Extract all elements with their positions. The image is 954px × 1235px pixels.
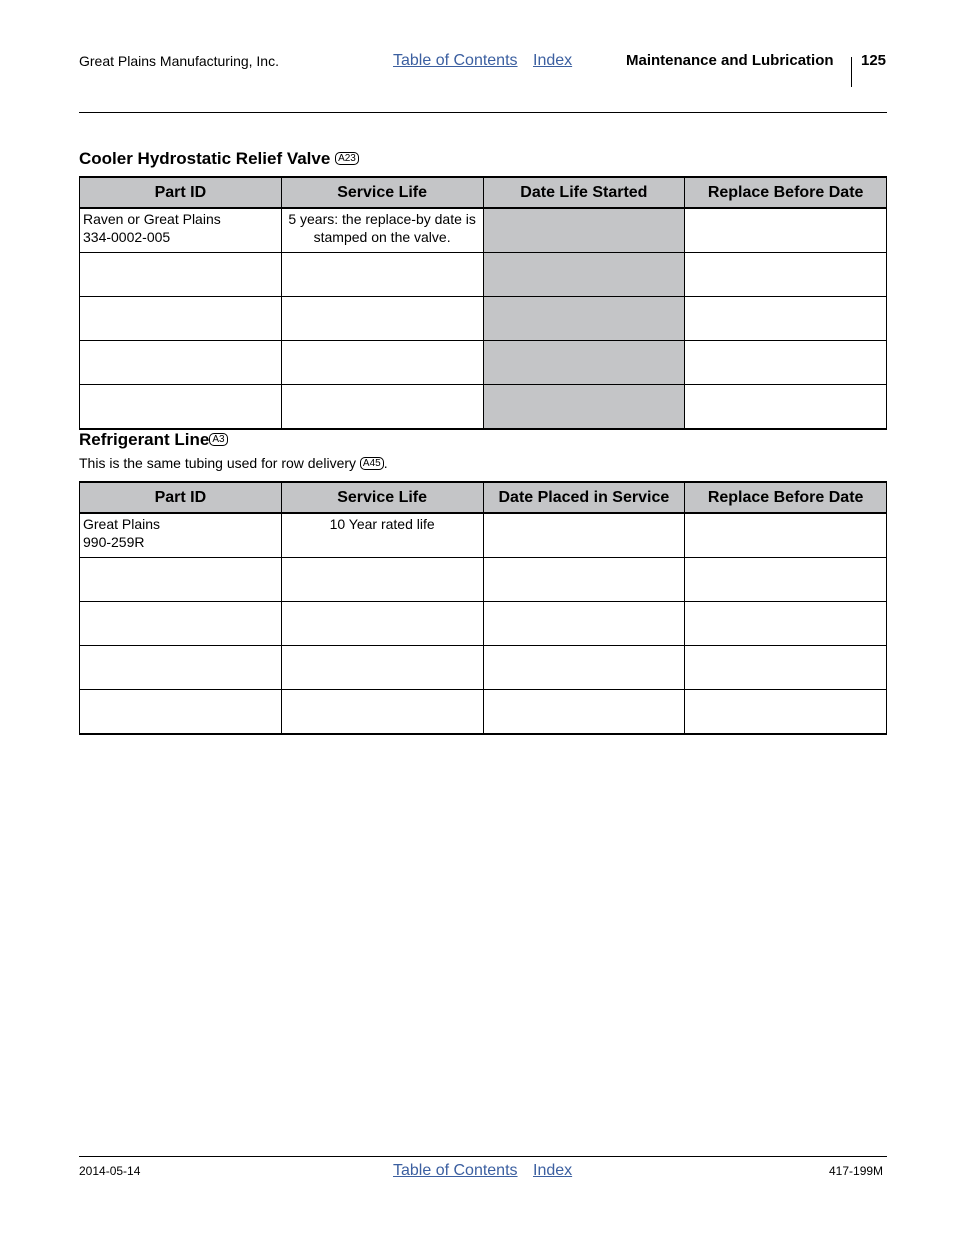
section1-title-text: Cooler Hydrostatic Relief Valve (79, 149, 331, 168)
replace-before-cell (685, 208, 887, 253)
section1-ref-tag: A23 (335, 152, 359, 165)
date-placed-cell (483, 602, 685, 646)
date-started-cell (483, 297, 685, 341)
description-ref-tag: A45 (360, 457, 384, 470)
table-row (80, 297, 887, 341)
section2-title-text: Refrigerant Line (79, 430, 210, 449)
service-life-cell (281, 602, 483, 646)
date-started-cell (483, 208, 685, 253)
date-started-cell (483, 253, 685, 297)
table-row (80, 341, 887, 385)
replace-before-cell (685, 513, 887, 558)
section2-ref-tag: A3 (209, 433, 227, 446)
column-header: Date Placed in Service (483, 482, 685, 513)
table-row (80, 690, 887, 735)
table-row (80, 208, 887, 253)
part-id-cell (80, 646, 282, 690)
service-life-cell (281, 253, 483, 297)
table-header-row (80, 482, 887, 513)
replace-before-cell (685, 341, 887, 385)
header-rule (79, 112, 887, 113)
replace-before-cell (685, 385, 887, 430)
service-life-cell (281, 558, 483, 602)
part-id-cell (80, 513, 282, 558)
replace-before-cell (685, 646, 887, 690)
footer-doc-number: 417-199M (829, 1164, 884, 1178)
page-number: 125 (861, 52, 887, 69)
footer-index-link[interactable]: Index (533, 1162, 573, 1179)
service-life-cell: 5 years: the replace-by date is stamped on the valve. (281, 208, 483, 253)
description-end: . (383, 455, 388, 471)
part-id-cell (80, 602, 282, 646)
service-life-cell (281, 690, 483, 735)
part-id-line: 990-259R (83, 534, 145, 550)
service-life-cell (281, 646, 483, 690)
date-placed-cell (483, 690, 685, 735)
part-id-cell (80, 690, 282, 735)
column-header: Date Life Started (483, 177, 685, 208)
section1-title (79, 149, 359, 169)
relief-valve-table (79, 176, 887, 430)
table-row (80, 602, 887, 646)
footer-date: 2014-05-14 (79, 1164, 141, 1178)
description-text: This is the same tubing used for row delivery (79, 455, 357, 471)
section2-title (79, 430, 228, 450)
part-id-cell (80, 341, 282, 385)
date-started-cell (483, 385, 685, 430)
part-id-line: Raven or Great Plains (83, 211, 221, 227)
part-id-cell (80, 385, 282, 430)
part-id-line: Great Plains (83, 516, 161, 532)
table-header-row (80, 177, 887, 208)
table-row (80, 558, 887, 602)
column-header: Replace Before Date (685, 177, 887, 208)
table-row (80, 253, 887, 297)
header-divider (851, 57, 852, 87)
service-life-cell (281, 341, 483, 385)
column-header: Part ID (80, 482, 282, 513)
part-id-cell (80, 253, 282, 297)
column-header: Service Life (281, 482, 483, 513)
part-id-line: 334-0002-005 (83, 229, 171, 245)
service-life-cell: 10 Year rated life (281, 513, 483, 558)
part-id-cell (80, 558, 282, 602)
service-life-cell (281, 385, 483, 430)
refrigerant-line-table (79, 481, 887, 735)
company-name: Great Plains Manufacturing, Inc. (79, 53, 279, 69)
replace-before-cell (685, 297, 887, 341)
header-index-link[interactable]: Index (533, 52, 573, 69)
replace-before-cell (685, 690, 887, 735)
replace-before-cell (685, 558, 887, 602)
replace-before-cell (685, 602, 887, 646)
table-row (80, 385, 887, 430)
service-life-cell (281, 297, 483, 341)
date-placed-cell (483, 646, 685, 690)
date-placed-cell (483, 558, 685, 602)
section2-description (79, 455, 388, 471)
part-id-cell (80, 297, 282, 341)
footer-toc-link[interactable]: Table of Contents (393, 1162, 518, 1179)
date-started-cell (483, 341, 685, 385)
part-id-cell (80, 208, 282, 253)
column-header: Service Life (281, 177, 483, 208)
header-toc-link[interactable]: Table of Contents (393, 52, 518, 69)
table-row (80, 513, 887, 558)
table-row (80, 646, 887, 690)
date-placed-cell (483, 513, 685, 558)
replace-before-cell (685, 253, 887, 297)
column-header: Part ID (80, 177, 282, 208)
column-header: Replace Before Date (685, 482, 887, 513)
section-heading: Maintenance and Lubrication (626, 52, 834, 69)
footer-rule (79, 1156, 887, 1157)
